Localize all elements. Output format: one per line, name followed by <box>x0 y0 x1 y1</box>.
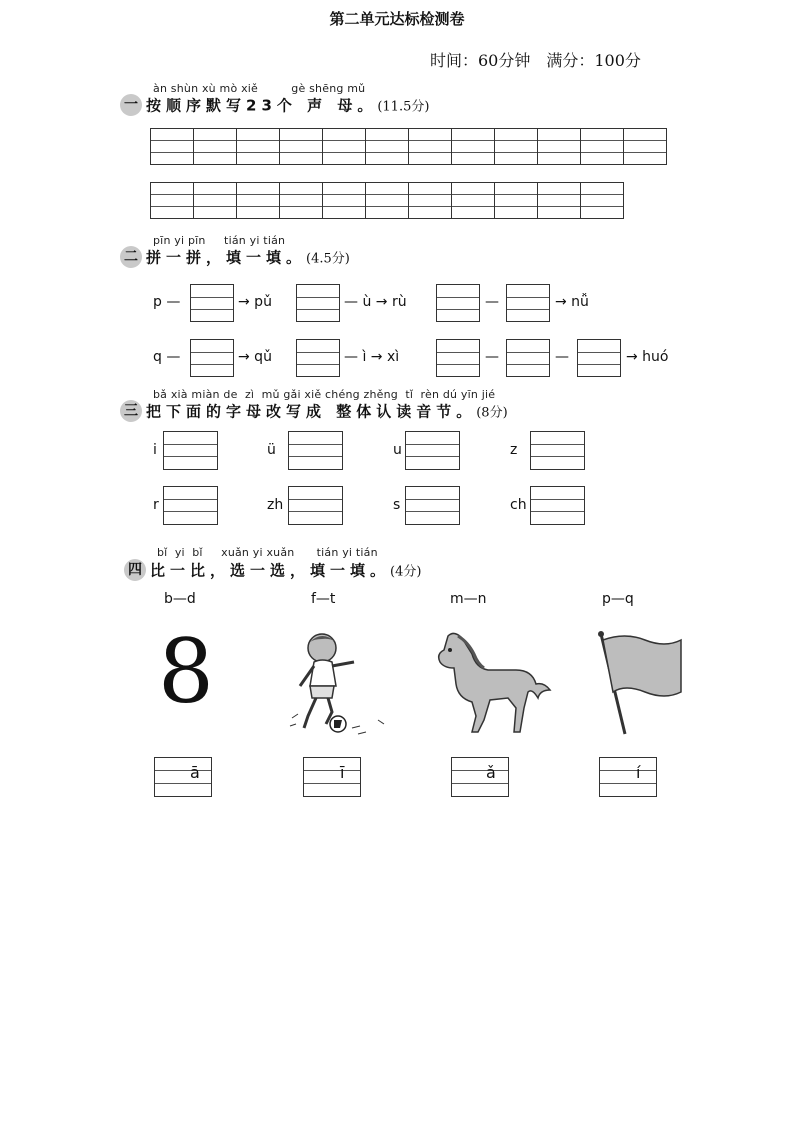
writing-cell[interactable] <box>409 183 452 219</box>
answer-box[interactable] <box>436 339 480 377</box>
writing-cell[interactable] <box>194 129 237 165</box>
q4-text: 比一比，选一选，填一填。 <box>150 561 391 580</box>
answer-box[interactable] <box>506 339 550 377</box>
q1-heading <box>120 94 429 116</box>
answer-box[interactable] <box>530 486 585 525</box>
q4-pair-ft: f—t <box>311 591 336 607</box>
writing-cell[interactable] <box>495 129 538 165</box>
writing-cell[interactable] <box>280 183 323 219</box>
q3-text: 把下面的字母改写成 整体认读音节。 <box>146 402 477 421</box>
q4-pinyin: bǐ yi bǐ xuǎn yi xuǎn tián yi tián <box>157 546 378 559</box>
q2-r2-start: q — <box>153 349 181 365</box>
q2-r1-mid: — ù → rù <box>344 294 407 310</box>
writing-cell[interactable] <box>409 129 452 165</box>
answer-box[interactable] <box>451 757 509 797</box>
writing-cell[interactable] <box>194 183 237 219</box>
answer-box[interactable] <box>405 431 460 470</box>
answer-box[interactable] <box>190 284 234 322</box>
writing-cell[interactable] <box>624 129 667 165</box>
writing-cell[interactable] <box>323 183 366 219</box>
writing-cell[interactable] <box>452 183 495 219</box>
flag-icon <box>595 630 685 738</box>
writing-grid <box>150 182 624 219</box>
tone-a3: ǎ <box>486 763 496 782</box>
answer-box[interactable] <box>296 284 340 322</box>
writing-cell[interactable] <box>581 129 624 165</box>
answer-box[interactable] <box>288 431 343 470</box>
q2-r1-arrow: → pǔ <box>238 294 272 310</box>
writing-cell[interactable] <box>151 183 194 219</box>
tone-i2: í <box>636 763 641 782</box>
q3-label-zh: zh <box>267 497 284 513</box>
answer-box[interactable] <box>163 431 218 470</box>
answer-box[interactable] <box>405 486 460 525</box>
q2-heading <box>120 246 350 268</box>
exam-meta <box>430 48 641 71</box>
q3-label-z: z <box>510 442 518 458</box>
q2-r1-start: p — <box>153 294 181 310</box>
q2-text: 拼一拼，填一填。 <box>146 248 307 267</box>
writing-cell[interactable] <box>366 183 409 219</box>
q1-grid-row2 <box>150 182 624 219</box>
q3-label-u: u <box>393 442 402 458</box>
q1-pinyin: àn shùn xù mò xiě gè shēng mǔ <box>153 82 366 95</box>
q1-number: 一 <box>120 94 142 116</box>
q2-number: 二 <box>120 246 142 268</box>
q1-score: (11.5分) <box>377 99 430 115</box>
q2-r2-dash2: — <box>555 349 569 365</box>
q2-r1-end: → nǚ <box>555 294 589 310</box>
q2-pinyin: pīn yi pīn tián yi tián <box>153 234 286 247</box>
q4-score: (4分) <box>390 564 422 580</box>
q3-label-i: i <box>153 442 157 458</box>
writing-cell[interactable] <box>452 129 495 165</box>
q2-r2-arrow: → qǔ <box>238 349 272 365</box>
q1-grid-row1 <box>150 128 667 165</box>
writing-cell[interactable] <box>323 129 366 165</box>
q4-pair-pq: p—q <box>602 591 634 607</box>
tone-i1: ī <box>340 763 345 782</box>
q2-r2-end: → huó <box>626 349 669 365</box>
q2-r2-dash1: — <box>485 349 499 365</box>
writing-cell[interactable] <box>495 183 538 219</box>
answer-box[interactable] <box>577 339 621 377</box>
answer-box[interactable] <box>288 486 343 525</box>
page-title: 第二单元达标检测卷 <box>329 10 465 28</box>
q2-r2-mid: — ì → xì <box>344 349 400 365</box>
q3-heading <box>120 400 508 422</box>
answer-box[interactable] <box>154 757 212 797</box>
answer-box[interactable] <box>599 757 657 797</box>
writing-cell[interactable] <box>538 129 581 165</box>
q3-label-r: r <box>153 497 159 513</box>
answer-box[interactable] <box>163 486 218 525</box>
q3-label-ch: ch <box>510 497 527 513</box>
horse-icon <box>428 628 552 738</box>
writing-cell[interactable] <box>581 183 624 219</box>
answer-box[interactable] <box>296 339 340 377</box>
q3-label-u-umlaut: ü <box>267 442 276 458</box>
time-limit: 时间：60分钟 <box>430 51 531 70</box>
q3-score: (8分) <box>476 405 508 421</box>
writing-cell[interactable] <box>538 183 581 219</box>
q3-number: 三 <box>120 400 142 422</box>
writing-cell[interactable] <box>280 129 323 165</box>
tone-a1: ā <box>190 763 200 782</box>
answer-box[interactable] <box>190 339 234 377</box>
q4-pair-bd: b—d <box>164 591 196 607</box>
writing-cell[interactable] <box>151 129 194 165</box>
writing-cell[interactable] <box>366 129 409 165</box>
boy-kicking-ball-icon <box>282 628 392 740</box>
q2-r1-dash: — <box>485 294 499 310</box>
q1-text: 按顺序默写23个 声 母。 <box>146 96 378 115</box>
answer-box[interactable] <box>530 431 585 470</box>
q3-pinyin: bǎ xià miàn de zì mǔ gǎi xiě chéng zhěng tǐ rèn dú yīn jié <box>153 388 496 401</box>
q4-heading <box>124 559 421 581</box>
q4-number: 四 <box>124 559 146 581</box>
answer-box[interactable] <box>436 284 480 322</box>
answer-box[interactable] <box>506 284 550 322</box>
q4-pair-mn: m—n <box>450 591 487 607</box>
writing-grid <box>150 128 667 165</box>
q2-score: (4.5分) <box>306 251 350 267</box>
writing-cell[interactable] <box>237 129 280 165</box>
answer-box[interactable] <box>303 757 361 797</box>
full-score: 满分：100分 <box>546 51 641 70</box>
q3-label-s: s <box>393 497 401 513</box>
eight-figure: 8 <box>158 620 214 723</box>
writing-cell[interactable] <box>237 183 280 219</box>
